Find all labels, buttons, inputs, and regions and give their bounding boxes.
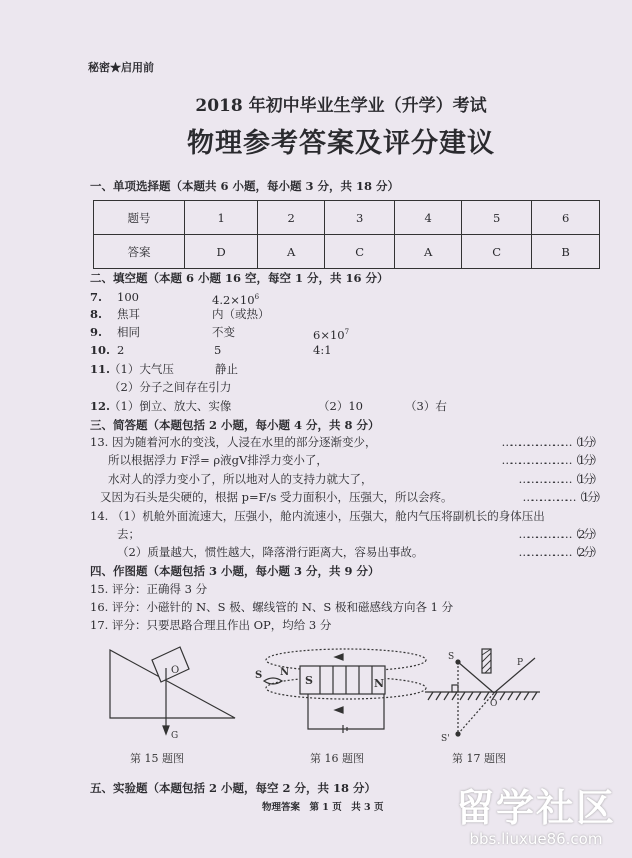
label-o: O [171, 665, 180, 676]
answer-line: 又因为石头是尖硬的，根据 p=F/s 受力面积小，压强大，所以会疼。 [100, 490, 453, 504]
answer [313, 324, 349, 343]
q-num: 7. [90, 290, 103, 304]
q-num: 12. [90, 399, 111, 413]
answer-line: （2）质量越大，惯性越大，降落滑行距离大，容易出事故。 [117, 545, 424, 559]
table-cell: 4 [395, 201, 462, 235]
answer: （3）右 [405, 399, 447, 413]
table-cell: 3 [325, 201, 395, 235]
label-o: O [490, 699, 498, 709]
answer [212, 289, 259, 308]
score: ………………（1 分） [522, 490, 604, 504]
answer-line: 13. 因为随着河水的变浅，人浸在水里的部分逐渐变少， [90, 435, 377, 449]
label-g: G [171, 731, 179, 741]
label-s: S [448, 652, 455, 662]
score: ………………（2 分） [518, 545, 600, 559]
section4-heading: 四、作图题（本题包括 3 小题，每小题 3 分，共 9 分） [90, 564, 380, 578]
answer: 静止 [215, 362, 238, 376]
table-cell: D [185, 235, 258, 269]
watermark-url: bbs.liuxue86.com [469, 830, 603, 848]
answer-table [93, 200, 600, 269]
needle-n: N [280, 667, 290, 678]
coil-s: S [305, 674, 313, 687]
answer: 4:1 [313, 343, 332, 357]
score: ……………………（1 分） [501, 453, 600, 467]
answer-base: 6×10 [313, 327, 345, 342]
row-label: 题号 [94, 201, 185, 235]
answer-exp: 6 [254, 293, 260, 301]
answer-line: 去； [117, 527, 140, 541]
fig17-caption: 第 17 题图 [452, 752, 506, 765]
section2-heading: 二、填空题（本题 6 小题 16 空，每空 1 分，共 16 分） [90, 271, 389, 285]
answer: （2）分子之间存在引力 [109, 380, 232, 394]
table-row [94, 201, 600, 235]
answer: 相同 [117, 325, 140, 339]
table-row [94, 235, 600, 269]
q-num: 11. [90, 362, 111, 376]
answer-base: 4.2×10 [212, 292, 255, 307]
confidential-label: 秘密★启用前 [88, 61, 154, 74]
section5-heading: 五、实验题（本题包括 2 小题，每空 2 分，共 18 分） [90, 781, 377, 795]
exam-title: 2018 年初中毕业生学业（升学）考试 [195, 96, 487, 116]
table-cell: C [325, 235, 395, 269]
answer-line: 17. 评分：只要思路合理且作出 OP，均给 3 分 [90, 618, 332, 632]
table-cell: 2 [258, 201, 325, 235]
answer: 100 [117, 290, 139, 304]
answer: 2 [117, 343, 125, 357]
fig16-caption: 第 16 题图 [310, 752, 364, 765]
answer-exp: 7 [344, 328, 350, 336]
section3-heading: 三、简答题（本题包括 2 小题，每小题 4 分，共 8 分） [90, 418, 380, 432]
watermark-text: 留学社区 [455, 786, 616, 830]
score: ………………（1 分） [518, 472, 600, 486]
section1-heading: 一、单项选择题（本题共 6 小题，每小题 3 分，共 18 分） [90, 179, 400, 193]
figure-17-mirror [425, 649, 540, 744]
fig15-caption: 第 15 题图 [130, 752, 184, 765]
q-num: 8. [90, 307, 103, 321]
answer: 焦耳 [117, 307, 140, 321]
doc-title: 物理参考答案及评分建议 [187, 128, 495, 159]
answer-line: 水对人的浮力变小了，所以地对人的支持力就大了， [108, 472, 373, 486]
answer-line: 所以根据浮力 F浮= ρ液gV排浮力变小了， [108, 453, 328, 467]
q-num: 9. [90, 325, 103, 339]
figure-16-solenoid [255, 649, 426, 733]
table-cell: B [532, 235, 600, 269]
table-cell: A [395, 235, 462, 269]
figure-15-incline [110, 647, 235, 741]
watermark-logo [455, 786, 617, 852]
score: ……………………（1 分） [501, 435, 600, 449]
q-num: 10. [90, 343, 111, 357]
answer: 不变 [212, 325, 235, 339]
answer: 内（或热） [212, 307, 270, 321]
needle-s: S [255, 670, 263, 681]
table-cell: 6 [532, 201, 600, 235]
figures [0, 638, 632, 770]
answer: （1）倒立、放大、实像 [109, 399, 232, 413]
table-cell: C [461, 235, 531, 269]
table-cell: 5 [461, 201, 531, 235]
answer-line: 15. 评分：正确得 3 分 [90, 582, 208, 596]
row-label: 答案 [94, 235, 185, 269]
answer-line: 16. 评分：小磁针的 N、S 极、螺线管的 N、S 极和磁感线方向各 1 分 [90, 600, 454, 614]
answer: 5 [214, 343, 222, 357]
label-s-prime: S' [441, 734, 450, 744]
answer: （1）大气压 [109, 362, 174, 376]
answer: （2）10 [318, 399, 363, 413]
coil-n: N [374, 677, 385, 690]
page-footer: 物理答案 第 1 页 共 3 页 [262, 802, 384, 813]
table-cell: A [258, 235, 325, 269]
table-cell: 1 [185, 201, 258, 235]
answer-line: 14. （1）机舱外面流速大，压强小，舱内流速小，压强大，舱内气压将副机长的身体压出 [90, 509, 545, 523]
label-p: P [517, 658, 524, 668]
score: ………………（2 分） [518, 527, 600, 541]
